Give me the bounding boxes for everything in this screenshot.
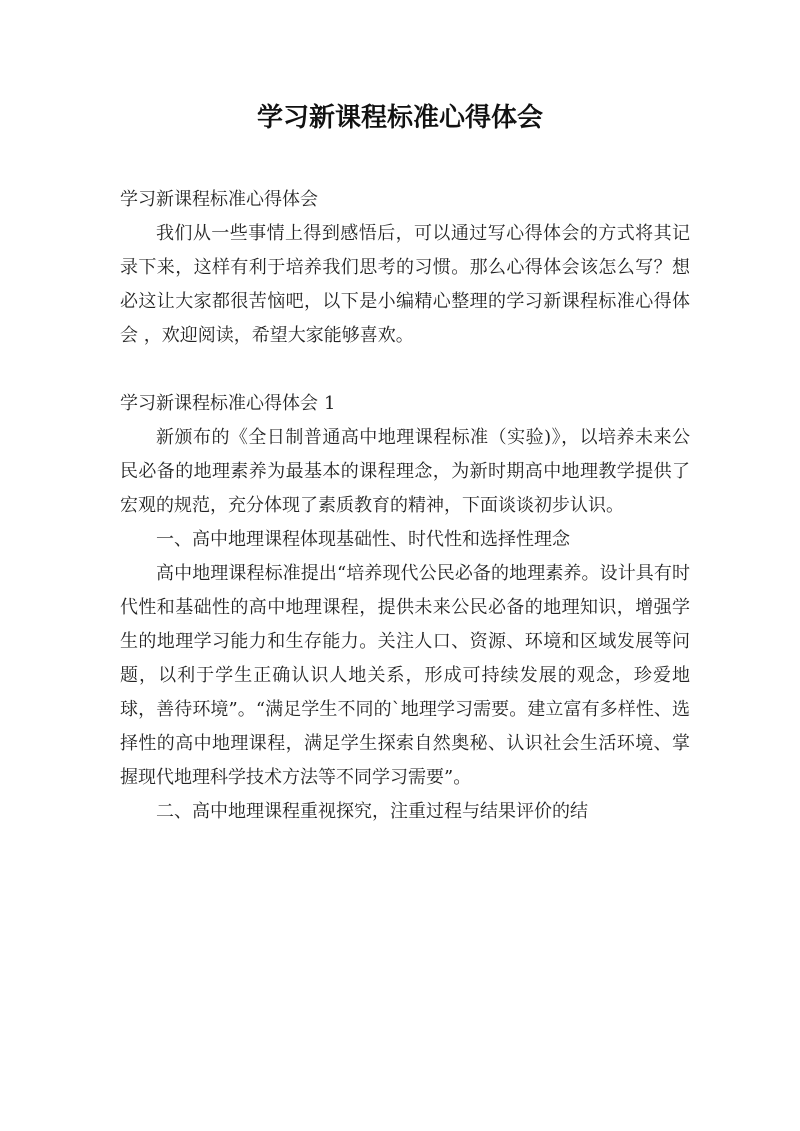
intro-heading: 学习新课程标准心得体会 [120,189,318,210]
body-paragraph-4: 二、高中地理课程重视探究，注重过程与结果评价的结 [156,801,588,822]
body-paragraph-1: 新颁布的《全日制普通高中地理课程标准（实验)》，以培养未来公民必备的地理素养为最基本的课程理念，为新时期高中地理教学提供了宏观的规范，充分体现了素质教育的精神，下面谈谈初步认识。 [120,427,690,516]
intro-paragraph: 我们从一些事情上得到感悟后，可以通过写心得体会的方式将其记录下来，这样有利于培养我们思考的习惯。那么心得体会该怎么写？想必这让大家都很苦恼吧，以下是小编精心整理的学习新课程标准心得体会 ，欢迎阅读，希望大家能够喜欢。 [120,223,690,346]
document-title: 学习新课程标准心得体会 [256,103,543,133]
document-body [120,183,690,829]
body-paragraph-3: 高中地理课程标准提出“培养现代公民必备的地理素养。设计具有时代性和基础性的高中地理课程，提供未来公民必备的地理知识，增强学生的地理学习能力和生存能力。关注人口、资源、环境和区域发展等问题，以利于学生正确认识人地关系，形成可持续发展的观念，珍爱地球，善待环境”。“满足学生不同的`地理学习需要。建立富有多样性、选择性的高中地理课程，满足学生探索自然奥秘、认识社会生活环境、掌握现代地理科学技术方法等不同学习需要”。 [120,563,690,788]
section-spacer [120,353,690,387]
body-paragraph-2: 一、高中地理课程体现基础性、时代性和选择性理念 [156,529,570,550]
section-heading-number: 1 [324,393,336,414]
section-heading [120,387,690,421]
section-heading-text: 学习新课程标准心得体会 [120,393,318,414]
